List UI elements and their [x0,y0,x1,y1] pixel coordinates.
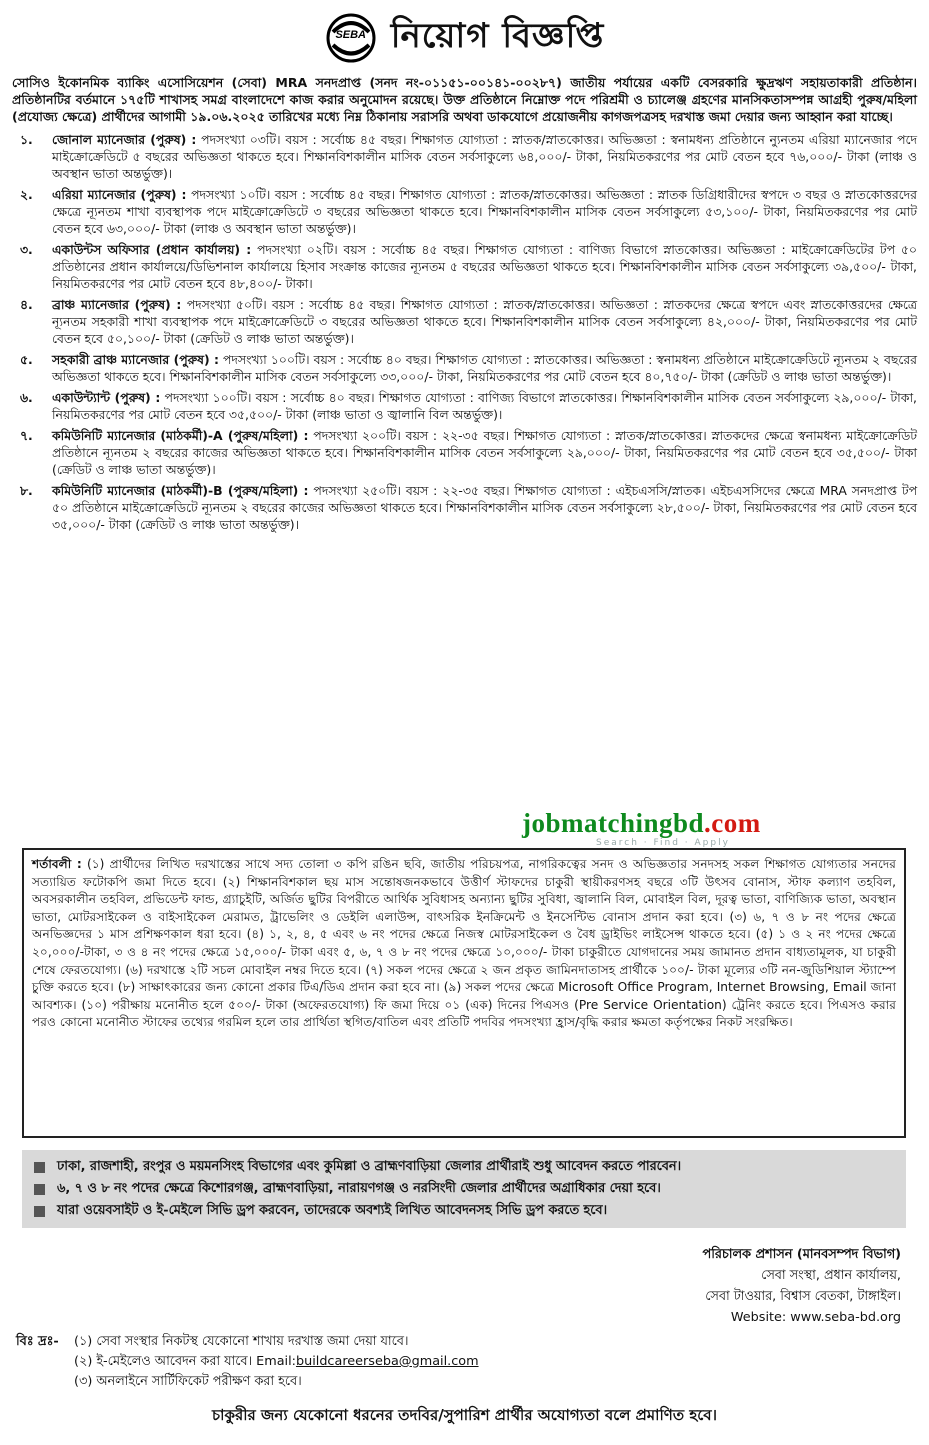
note-label: বিঃ দ্রঃ- [16,1334,59,1349]
square-bullet-icon [34,1184,45,1195]
posts-list [12,131,917,533]
post-title: কমিউনিটি ম্যানেজার (মাঠকর্মী)-A (পুরুষ/মহিলা) : [52,428,309,443]
footer-note [16,1352,916,1372]
post-title: এরিয়া ম্যানেজার (পুরুষ) : [52,187,187,202]
post-details: পদসংখ্যা ০২টি। বয়স : সর্বোচ্চ ৪৫ বছর। শিক্ষাগত যোগ্যতা : বাণিজ্য বিভাগে স্নাতকোত্তর। অভিজ্ঞতা : মাইক্রোক্রেডিটের টপ ৫০ প্রতিষ্ঠানের প্রধান কার্যালয়ে/ডিভিশনাল কার্যালয়ে হিসাব সংক্রান্ত কাজের ন্যূনতম ৫ বছরের অভিজ্ঞতা থাকতে হবে। শিক্ষানবিশকালীন মাসিক বেতন সর্বসাকুল্যে ৩৯,৫০০/- টাকা, নিয়মিতকরণের পর মোট বেতন হবে ৪৮,৪০০/- টাকা। [52,242,917,291]
seba-logo [325,12,377,64]
terms-label: শর্তাবলী : [32,857,82,871]
post-item [12,131,917,182]
watermark [522,808,761,839]
post-details: পদসংখ্যা ৫০টি। বয়স : সর্বোচ্চ ৪৫ বছর। শিক্ষাগত যোগ্যতা : স্নাতক/স্নাতকোত্তর। অভিজ্ঞতা : স্নাতকদের ক্ষেত্রে স্বপদে এবং স্নাতকোত্তরদের ক্ষেত্রে ন্যূনতম সহকারী শাখা ব্যবস্থাপক পদে মাইক্রোক্রেডিটে ৩ বছরের অভিজ্ঞতা থাকতে হবে। শিক্ষানবিশকালীন মাসিক বেতন সর্বসাকুল্যে ৪২,০০০/- টাকা, নিয়মিতকরণের পর মোট বেতন হবে ৫০,১০০/- টাকা (ক্রেডিট ও লাঞ্চ ভাতা অন্তর্ভুক্ত)। [52,297,917,346]
terms-box [22,848,906,1138]
notices-box [22,1150,906,1228]
footer-note [16,1372,916,1392]
post-number: ৬. [20,390,33,405]
header [12,6,917,70]
watermark-tagline: Search · Find · Apply [596,838,730,848]
post-item [12,351,917,385]
post-item [12,186,917,237]
intro-paragraph [12,74,917,125]
post-details: পদসংখ্যা ২৫০টি। বয়স : ২২-৩৫ বছর। শিক্ষাগত যোগ্যতা : এইচএসসি/স্নাতক। এইচএসসিদের ক্ষেত্রে MRA সনদপ্রাপ্ত টপ ৫০ প্রতিষ্ঠানে মাইক্রোক্রেডিটে ন্যূনতম ২ বছরের কাজের অভিজ্ঞতা থাকতে হবে। শিক্ষানবিশকালীন মাসিক বেতন সর্বসাকুল্যে ২৮,৫০০/- টাকা, নিয়মিতকরণের পর মোট বেতন হবে ৩৫,০০০/- টাকা (ক্রেডিট ও লাঞ্চ ভাতা অন্তর্ভুক্ত)। [52,483,917,532]
post-details: পদসংখ্যা ১০০টি। বয়স : সর্বোচ্চ ৪০ বছর। শিক্ষাগত যোগ্যতা : স্নাতকোত্তর। অভিজ্ঞতা : স্বনামধন্য প্রতিষ্ঠানে মাইক্রোক্রেডিটে ন্যূনতম ২ বছরের অভিজ্ঞতা থাকতে হবে। শিক্ষানবিশকালীন মাসিক বেতন সর্বসাকুল্যে ৩৩,০০০/- টাকা, নিয়মিতকরণের পর মোট বেতন হবে ৪০,৭৫০/- টাকা (ক্রেডিট ও লাঞ্চ ভাতা অন্তর্ভুক্ত)। [52,352,917,384]
signatory-title: পরিচালক প্রশাসন (মানবসম্পদ বিভাগ) [702,1247,901,1262]
post-title: একাউন্টস অফিসার (প্রধান কার্যালয়) : [52,242,252,257]
logo-text: SEBA [335,29,366,41]
post-number: ১. [20,132,33,147]
post-details: পদসংখ্যা ০৩টি। বয়স : সর্বোচ্চ ৪৫ বছর। শিক্ষাগত যোগ্যতা : স্নাতক/স্নাতকোত্তর। অভিজ্ঞতা : স্বনামধন্য প্রতিষ্ঠানে ন্যুনতম এরিয়া ম্যানেজার পদে মাইক্রোক্রেডিটে ৫ বছরের অভিজ্ঞতা থাকতে হবে। শিক্ষানবিশকালীন মাসিক বেতন সর্বসাকুল্যে ৬৪,০০০/- টাকা, নিয়মিতকরণের পর মোট বেতন হবে ৭৬,০০০/- টাকা (লাঞ্চ ও অবস্থান ভাতা অন্তর্ভুক্ত)। [52,132,917,181]
org-name: সোসিও ইকোনমিক ব্যাকিং এসোসিয়েশন (সেবা) [12,75,267,90]
page-title: নিয়োগ বিজ্ঞপ্তি [390,15,605,56]
website-link[interactable]: Website: www.seba-bd.org [730,1310,901,1325]
signatory-address: সেবা টাওয়ার, বিশ্বাস বেতকা, টাঙ্গাইল। [705,1289,901,1304]
note-text: (২) ই-মেইলেও আবেদন করা যাবে। Email: [74,1354,296,1369]
post-number: ৭. [20,428,33,443]
footer-note [16,1332,916,1352]
square-bullet-icon [34,1206,45,1217]
email-link[interactable]: buildcareerseba@gmail.com [295,1354,479,1369]
post-number: ৮. [20,483,33,498]
terms-text: (১) প্রার্থীদের লিখিত দরখাস্তের সাথে সদ্য তোলা ৩ কপি রঙিন ছবি, জাতীয় পরিচয়পত্র, নাগরিকত্বের সনদ ও অভিজ্ঞতার সনদসহ সকল শিক্ষাগত যোগ্যতার সনদের সত্যায়িত ফটোকপি জমা দিতে হবে। (২) শিক্ষানবিশকাল ছয় মাস সন্তোষজনকভাবে উত্তীর্ণ স্টাফদের চাকুরী স্থায়ীকরণসহ বছরে ৩টি উৎসব বোনাস, স্টাফ কল্যাণ তহবিল, অবসরকালীন তহবিল, প্রভিডেন্ট ফান্ড, গ্র্যাচুইটি, অর্জিত ছুটির বিপরীতে আর্থিক সুবিধাসহ অন্যান্য ছুটির সুবিধা, জ্বালানি বিল, মোবাইল বিল, দূরত্ব ভাতা, বাণিজ্যিক ভাতা, অবস্থান ভাতা, মোটরসাইকেল ও বাইসাইকেল মেরামত, ট্রাভেলিং ও ডেইলি এলাউন্স, বাৎসরিক ইনক্রিমেন্ট ও ইনসেন্টিভ বোনাস প্রদান করা হবে। (৩) ৬, ৭ ও ৮ নং পদের ক্ষেত্রে অনভিজ্ঞদের ১ মাস প্রশিক্ষণকাল ধরা হবে। (৪) ১, ২, ৪, ৫ এবং ৬ নং পদের ক্ষেত্রে নিজস্ব মোটরসাইকেল ও বৈধ ড্রাইভিং লাইসেন্স থাকতে হবে। (৫) ১ ও ২ নং পদের ক্ষেত্রে ২০,০০০/-টাকা, ৩ ও ৪ নং পদের ক্ষেত্রে ১৫,০০০/- টাকা এবং ৫, ৬, ৭ ও ৮ নং পদের ক্ষেত্রে ১০,০০০/- টাকা চাকুরীতে যোগদানের সময় জামানত প্রদান বাধ্যতামূলক, যা চাকুরী শেষে ফেরতযোগ্য। (৬) দরখাস্তে ২টি সচল মোবাইল নম্বর দিতে হবে। (৭) সকল পদের ক্ষেত্রে ২ জন প্রকৃত জামিনদাতাসহ প্রার্থীকে ১০০/- টাকা মূল্যের ৩টি নন-জুডিশিয়াল স্ট্যাম্পে চুক্তি করতে হবে। (৮) সাক্ষাৎকারের জন্য কোনো প্রকার টিএ/ডিএ প্রদান করা হবে না। (৯) সকল পদের ক্ষেত্রে Microsoft Office Program, Internet Browsing, Email জানা আবশ্যক। (১০) পরীক্ষায় মনোনীত হলে ৫০০/- টাকা (অফেরতযোগ্য) ফি জমা দিয়ে ০১ (এক) দিনের পিএসও (Pre Service Orientation) ট্রেনিং করতে হবে। পিএসও করার পরও কোনো মনোনীত স্টাফের তথ্যের গরমিল হলে তার প্রার্থিতা স্থগিত/বাতিল এবং প্রতিটি পদবির পদসংখ্যা হ্রাস/বৃদ্ধি করার ক্ষমতা কর্তৃপক্ষের নিকট সংরক্ষিত। [32,857,897,1030]
post-number: ২. [20,187,33,202]
note-text: (৩) অনলাইনে সার্টিফিকেট পরীক্ষণ করা হবে। [74,1374,302,1389]
post-item [12,427,917,478]
post-item [12,296,917,347]
signature-block [703,1244,901,1328]
notice-text: ঢাকা, রাজশাহী, রংপুর ও ময়মনসিংহ বিভাগের এবং কুমিল্লা ও ব্রাহ্মণবাড়িয়া জেলার প্রার্থীরাই শুধু আবেদন করতে পারবেন। [57,1159,682,1174]
closing-statement: চাকুরীর জন্য যেকোনো ধরনের তদবির/সুপারিশ প্রার্থীর অযোগ্যতা বলে প্রমাণিত হবে। [212,1406,717,1424]
post-title: সহকারী ব্রাঞ্চ ম্যানেজার (পুরুষ) : [52,352,219,367]
post-item [12,389,917,423]
notice-item [34,1178,894,1200]
post-details: পদসংখ্যা ১০টি। বয়স : সর্বোচ্চ ৪৫ বছর। শিক্ষাগত যোগ্যতা : স্নাতক/স্নাতকোত্তর। অভিজ্ঞতা : স্নাতক ডিগ্রিধারীদের স্বপদে ৩ বছর ও স্নাতকোত্তরদের ক্ষেত্রে ন্যূনতম শাখা ব্যবস্থাপক পদে মাইক্রোক্রেডিটে ৩ বছরের অভিজ্ঞতা থাকতে হবে। শিক্ষানবিশকালীন মাসিক বেতন সর্বসাকুল্যে ৫৩,১০০/- টাকা, নিয়মিতকরণের পর মোট বেতন হবে ৬৩,০০০/- টাকা (লাঞ্চ ও অবস্থান ভাতা অন্তর্ভুক্ত)। [52,187,917,236]
post-title: ব্রাঞ্চ ম্যানেজার (পুরুষ) : [52,297,182,312]
post-title: জোনাল ম্যানেজার (পুরুষ) : [52,132,197,147]
post-number: ৪. [20,297,33,312]
post-details: পদসংখ্যা ২০০টি। বয়স : ২২-৩৫ বছর। শিক্ষাগত যোগ্যতা : স্নাতক/স্নাতকোত্তর। স্নাতকদের ক্ষেত্রে স্বনামধন্য মাইক্রোক্রেডিট প্রতিষ্ঠানে ন্যূনতম ২ বছরের কাজের অভিজ্ঞতা থাকতে হবে। শিক্ষানবিশকালীন মাসিক বেতন সর্বসাকুল্যে ২৯,০০০/- টাকা, নিয়মিতকরণের পর মোট বেতন হবে ৩৫,৫০০/- টাকা (ক্রেডিট ও লাঞ্চ ভাতা অন্তর্ভুক্ত)। [52,428,917,477]
footer-notes [16,1332,916,1392]
mra-text: MRA সনদপ্রাপ্ত [267,75,370,90]
notice-text: যারা ওয়েবসাইট ও ই-মেইলে সিভি ড্রপ করবেন, তাদেরকে অবশ্যই লিখিত আবেদনসহ সিভি ড্রপ করতে হবে। [57,1203,608,1218]
post-title: একাউন্ট্যান্ট (পুরুষ) : [52,390,161,405]
square-bullet-icon [34,1162,45,1173]
certificate-number: (সনদ নং-০১১৫১-০০১৪১-০০২৮৭) [369,75,562,90]
post-details: পদসংখ্যা ১০০টি। বয়স : সর্বোচ্চ ৪০ বছর। শিক্ষাগত যোগ্যতা : বাণিজ্য বিভাগে স্নাতকোত্তর। শিক্ষানবিশকালীন মাসিক বেতন সর্বসাকুল্যে ২৯,০০০/- টাকা, নিয়মিতকরণের পর মোট বেতন হবে ৩৫,৫০০/- টাকা (লাঞ্চ ভাতা ও জ্বালানি বিল অন্তর্ভুক্ত)। [52,390,917,422]
notice-item [34,1200,894,1222]
post-number: ৫. [20,352,33,367]
notice-item [34,1156,894,1178]
notice-text: ৬, ৭ ও ৮ নং পদের ক্ষেত্রে কিশোরগঞ্জ, ব্রাহ্মণবাড়িয়া, নারায়ণগঞ্জ ও নরসিংদী জেলার প্রার্থীদের অগ্রাধিকার দেয়া হবে। [57,1181,661,1196]
watermark-domain: .com [704,808,761,838]
watermark-name: jobmatchingbd [522,808,705,838]
signatory-office: সেবা সংস্থা, প্রধান কার্যালয়, [761,1268,901,1283]
post-title: কমিউনিটি ম্যানেজার (মাঠকর্মী)-B (পুরুষ/মহিলা) : [52,483,309,498]
note-text: (১) সেবা সংস্থার নিকটস্থ যেকোনো শাখায় দরখাস্ত জমা দেয়া যাবে। [74,1334,409,1349]
post-item [12,241,917,292]
post-number: ৩. [20,242,33,257]
intro-body: জাতীয় পর্যায়ের একটি বেসরকারি ক্ষুদ্রঋণ সহায়তাকারী প্রতিষ্ঠান। প্রতিষ্ঠানটির বর্তমানে ১৭৫টি শাখাসহ সমগ্র বাংলাদেশে কাজ করার অনুমোদন রয়েছে। উক্ত প্রতিষ্ঠানে নিম্নোক্ত পদে পরিশ্রমী ও চ্যালেঞ্জ গ্রহণের মানসিকতাসম্পন্ন আগ্রহী পুরুষ/মহিলা (প্রযোজ্য ক্ষেত্রে) প্রার্থীদের আগামী ১৯.০৬.২০২৫ তারিখের মধ্যে নিম্ন ঠিকানায় সরাসরি অথবা ডাকযোগে প্রয়োজনীয় কাগজপত্রসহ দরখাস্ত জমা দেয়ার জন্য আহ্বান করা যাচ্ছে। [12,75,917,124]
post-item [12,482,917,533]
